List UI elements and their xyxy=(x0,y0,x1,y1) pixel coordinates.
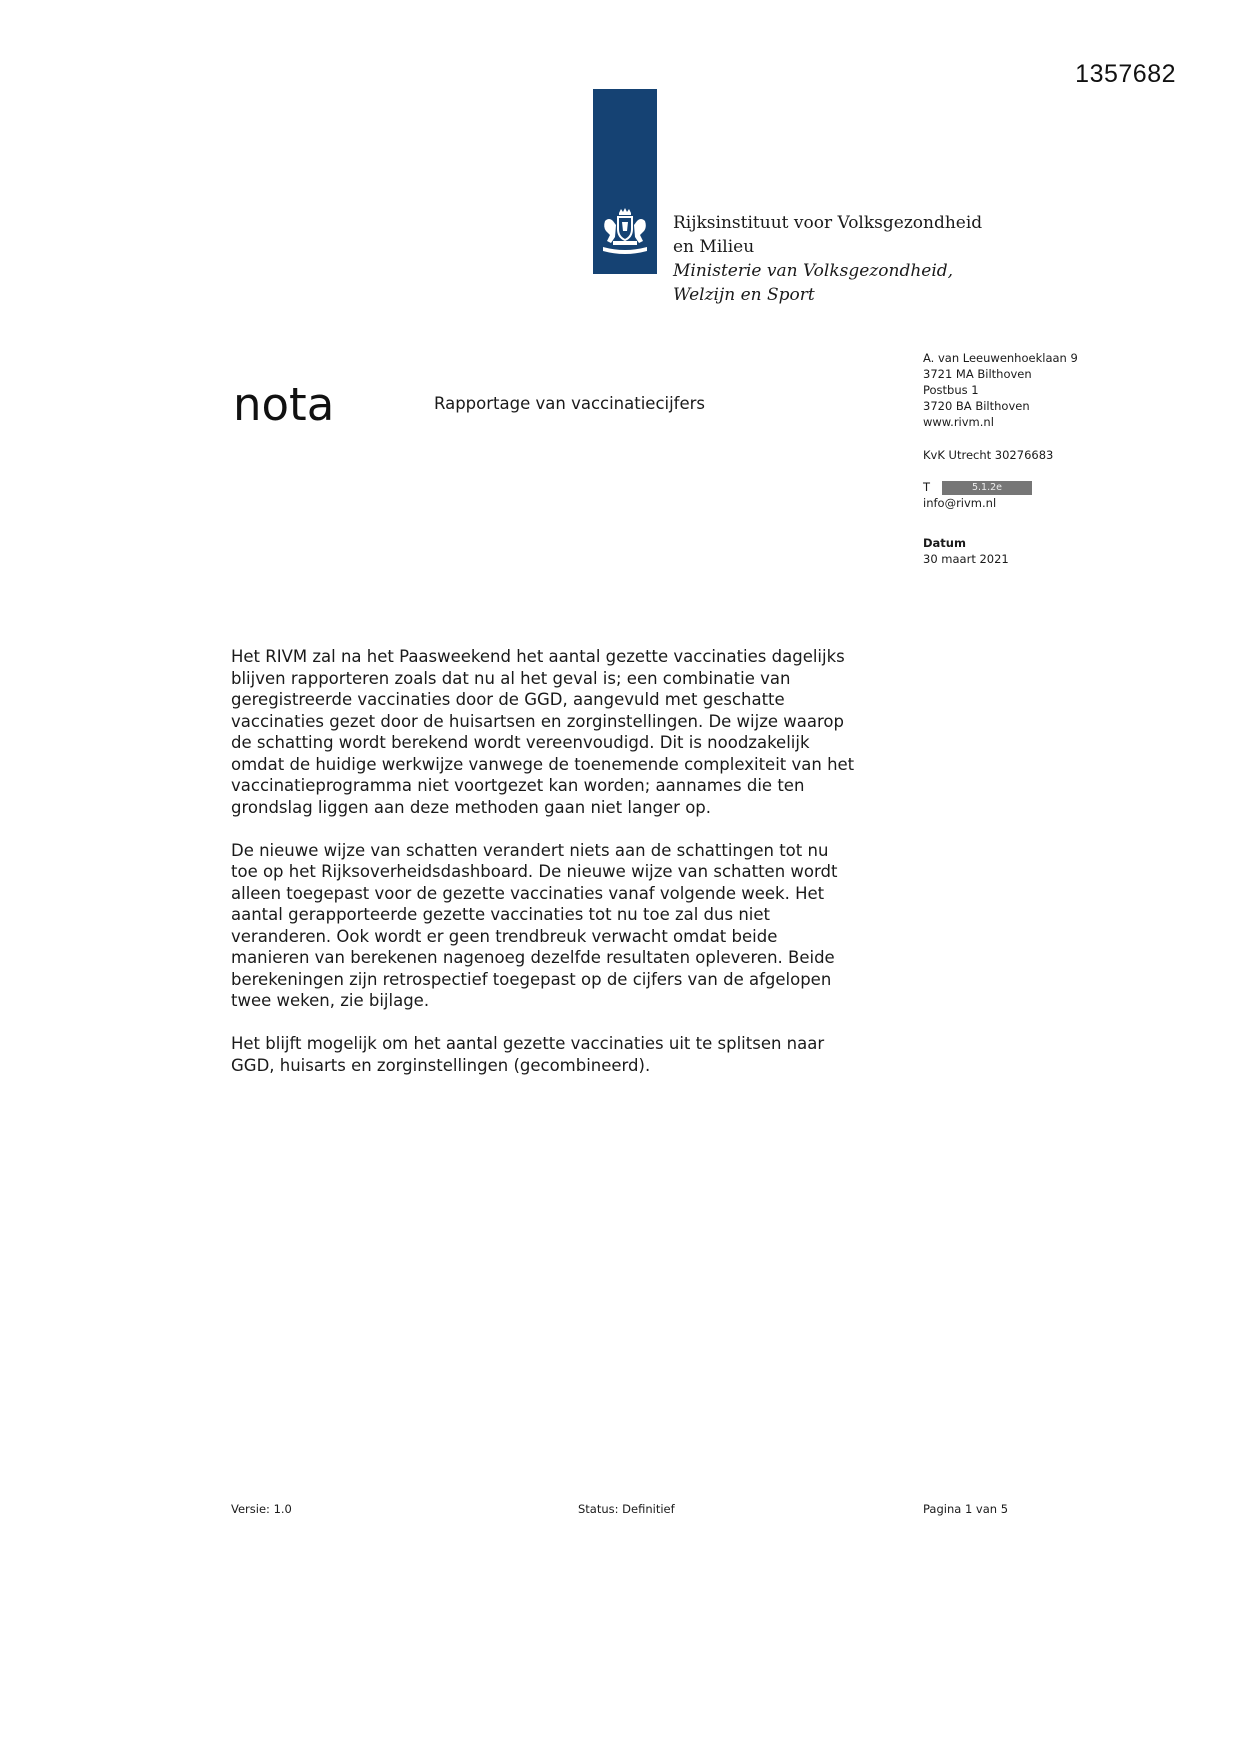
document-subject: Rapportage van vaccinatiecijfers xyxy=(434,394,706,413)
redaction-box: 5.1.2e xyxy=(942,481,1032,495)
address-line: A. van Leeuwenhoeklaan 9 xyxy=(923,351,1078,365)
rijksoverheid-logo xyxy=(593,89,657,274)
telephone-label: T xyxy=(923,480,931,494)
email-link[interactable]: info@rivm.nl xyxy=(923,496,997,510)
document-type: nota xyxy=(233,378,335,431)
organisation-name-line2: en Milieu xyxy=(673,237,755,257)
body-text xyxy=(231,646,931,1098)
telephone-row xyxy=(923,479,1078,495)
ministry-line1: Ministerie van Volksgezondheid, xyxy=(673,261,954,281)
website-link[interactable]: www.rivm.nl xyxy=(923,415,994,429)
footer-page-number: Pagina 1 van 5 xyxy=(923,1502,1009,1516)
footer-version: Versie: 1.0 xyxy=(231,1502,292,1516)
address-line: Postbus 1 xyxy=(923,383,979,397)
footer-status: Status: Definitief xyxy=(578,1502,675,1516)
body-paragraph: Het blijft mogelijk om het aantal gezette vaccinaties uit te splitsen naar GGD, huisarts en zorginstellingen (gecombineerd). xyxy=(231,1034,825,1075)
organisation-block xyxy=(673,211,982,307)
body-paragraph: De nieuwe wijze van schatten verandert niets aan de schattingen tot nu toe op het Rijksoverheidsdashboard. De nieuwe wijze van schatten wordt alleen toegepast voor de gezette vaccinaties vanaf volgende week. Het aantal gerapporteerde gezette vaccinaties tot nu toe zal dus niet veranderen. Ook wordt er geen trendbreuk verwacht omdat beide manieren van berekenen nagenoeg dezelfde resultaten opleveren. Beide berekeningen zijn retrospectief toegepast op de cijfers van de afgelopen twee weken, zie bijlage. xyxy=(231,840,838,1010)
date-label: Datum xyxy=(923,536,966,550)
date-value: 30 maart 2021 xyxy=(923,552,1009,566)
sidebar-contact xyxy=(923,350,1078,567)
kvk-number: KvK Utrecht 30276683 xyxy=(923,448,1054,462)
address-line: 3721 MA Bilthoven xyxy=(923,367,1032,381)
document-id: 1357682 xyxy=(1075,60,1176,88)
organisation-name-line1: Rijksinstituut voor Volksgezondheid xyxy=(673,213,983,233)
ministry-line2: Welzijn en Sport xyxy=(673,285,815,305)
coat-of-arms-icon xyxy=(599,207,651,259)
address-line: 3720 BA Bilthoven xyxy=(923,399,1030,413)
body-paragraph: Het RIVM zal na het Paasweekend het aantal gezette vaccinaties dagelijks blijven rapporteren zoals dat nu al het geval is; een combinatie van geregistreerde vaccinaties door de GGD, aangevuld met geschatte vaccinaties gezet door de huisartsen en zorginstellingen. De wijze waarop de schatting wordt berekend wordt vereenvoudigd. Dit is noodzakelijk omdat de huidige werkwijze vanwege de toenemende complexiteit van het vaccinatieprogramma niet voortgezet kan worden; aannames die ten grondslag liggen aan deze methoden gaan niet langer op. xyxy=(231,647,855,817)
